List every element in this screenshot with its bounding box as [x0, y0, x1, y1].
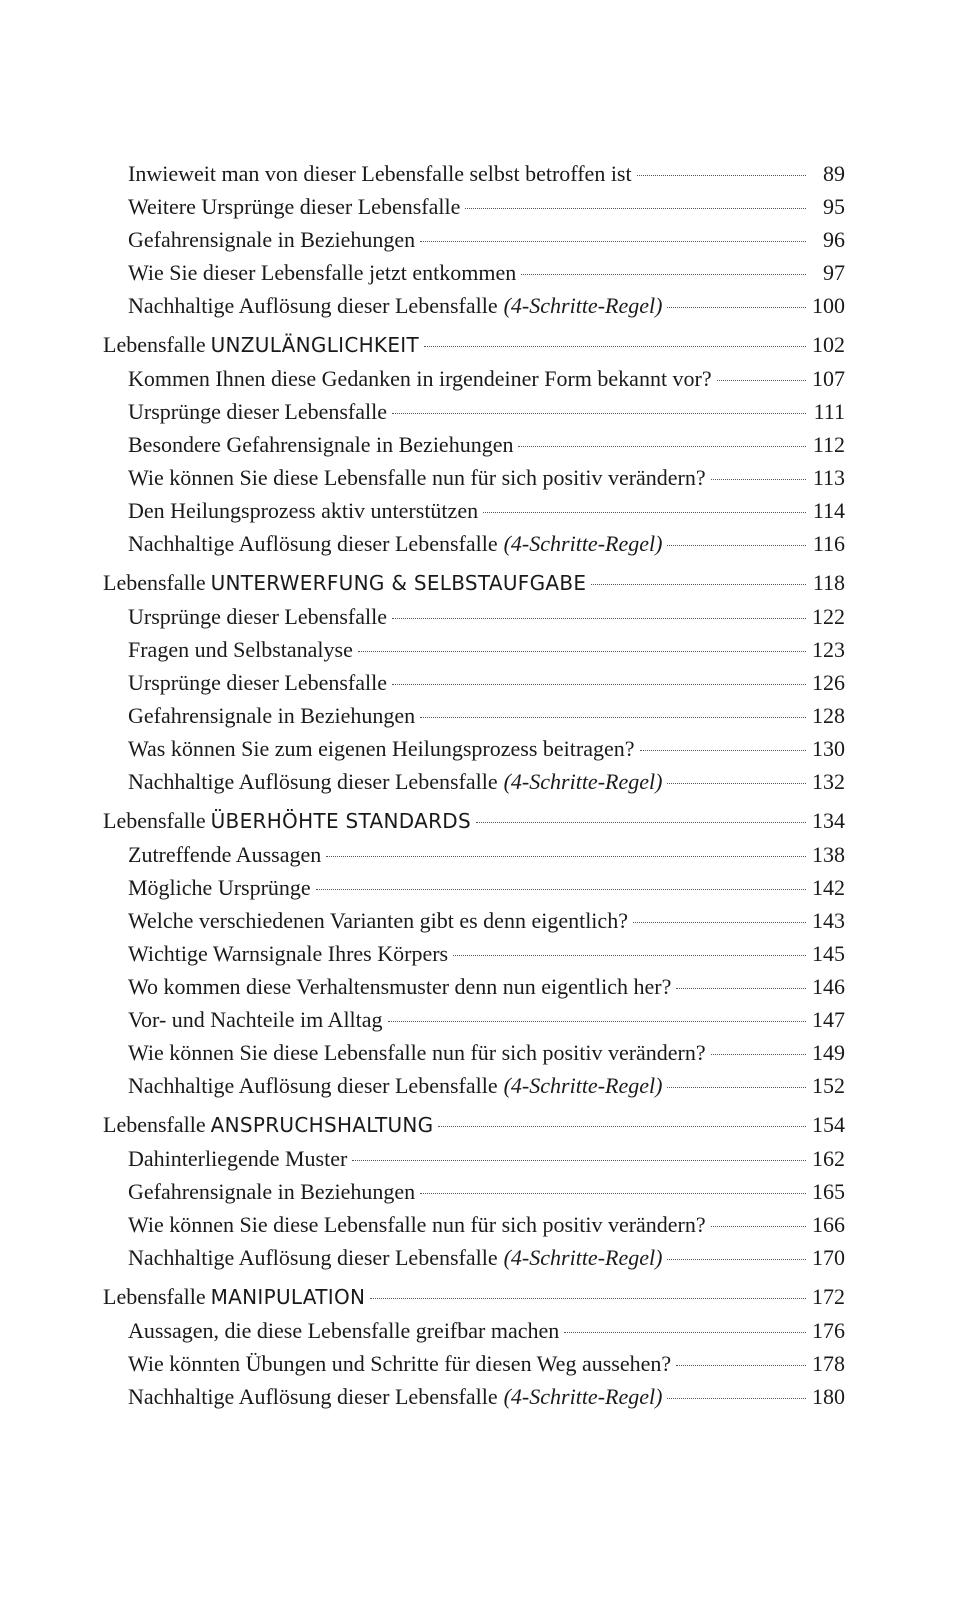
entry-title: Welche verschiedenen Varianten gibt es denn eigentlich? [128, 908, 628, 933]
page-number: 162 [812, 1146, 845, 1171]
toc-chapter [103, 328, 845, 560]
toc-entry[interactable] [103, 527, 845, 560]
entry-title-text: Nachhaltige Auflösung dieser Lebensfalle [128, 293, 498, 318]
page-number: 138 [812, 842, 845, 867]
page-number: 134 [812, 808, 845, 833]
page-number: 176 [812, 1318, 845, 1343]
entry-title-text: Nachhaltige Auflösung dieser Lebensfalle [128, 1073, 498, 1098]
dot-leader [564, 1332, 806, 1333]
toc-entry[interactable] [103, 428, 845, 461]
dot-leader [424, 346, 806, 347]
toc-entry[interactable] [103, 157, 845, 190]
chapter-title [103, 566, 586, 600]
chapter-heading[interactable] [103, 804, 845, 838]
dot-leader [392, 413, 806, 414]
chapter-name: UNZULÄNGLICHKEIT [210, 333, 420, 357]
dot-leader [316, 889, 806, 890]
page-number: 126 [812, 670, 845, 695]
dot-leader [352, 1160, 806, 1161]
entry-title: Gefahrensignale in Beziehungen [128, 1179, 416, 1204]
chapter-heading[interactable] [103, 1280, 845, 1314]
entry-title: Wie Sie dieser Lebensfalle jetzt entkommen [128, 260, 517, 285]
dot-leader [711, 1226, 806, 1227]
toc-entry[interactable] [103, 494, 845, 527]
chapter-prefix: Lebensfalle [103, 1284, 206, 1309]
entry-title-italic: (4-Schritte-Regel) [503, 1245, 663, 1270]
toc-entry[interactable] [103, 666, 845, 699]
dot-leader [388, 1021, 806, 1022]
dot-leader [667, 1398, 806, 1399]
dot-leader [667, 545, 806, 546]
entry-title: Wo kommen diese Verhaltensmuster denn nun eigentlich her? [128, 974, 672, 999]
entry-title-italic: (4-Schritte-Regel) [503, 769, 663, 794]
page-number: 154 [812, 1112, 845, 1137]
toc-entry[interactable] [103, 838, 845, 871]
entry-title: Wie können Sie diese Lebensfalle nun für sich positiv verändern? [128, 1040, 706, 1065]
toc-entry[interactable] [103, 1036, 845, 1069]
page-number: 89 [823, 161, 845, 186]
page-number: 118 [812, 570, 845, 595]
chapter-prefix: Lebensfalle [103, 570, 206, 595]
toc-entry[interactable] [103, 1241, 845, 1274]
toc-chapter [103, 804, 845, 1102]
chapter-heading[interactable] [103, 566, 845, 600]
entry-title: Kommen Ihnen diese Gedanken in irgendeiner Form bekannt vor? [128, 366, 712, 391]
page-number: 96 [823, 227, 845, 252]
toc-entry[interactable] [103, 362, 845, 395]
chapter-name: ANSPRUCHSHALTUNG [210, 1113, 434, 1137]
dot-leader [518, 446, 806, 447]
dot-leader [717, 380, 806, 381]
toc-chapter [103, 1280, 845, 1413]
page-number: 100 [812, 293, 845, 318]
page-number: 152 [812, 1073, 845, 1098]
entry-title-italic: (4-Schritte-Regel) [503, 1073, 663, 1098]
dot-leader [370, 1298, 806, 1299]
toc-entry[interactable] [103, 904, 845, 937]
chapter-name: UNTERWERFUNG & SELBSTAUFGABE [210, 571, 587, 595]
toc-entry[interactable] [103, 600, 845, 633]
chapter-title [103, 1280, 365, 1314]
dot-leader [392, 618, 806, 619]
toc-entry[interactable] [103, 633, 845, 666]
entry-title [128, 527, 662, 560]
page-number: 122 [812, 604, 845, 629]
entry-title: Inwieweit man von dieser Lebensfalle selbst betroffen ist [128, 161, 632, 186]
dot-leader [392, 684, 806, 685]
dot-leader [420, 241, 806, 242]
page-number: 166 [812, 1212, 845, 1237]
toc-intro-group [103, 157, 845, 322]
dot-leader [420, 1193, 806, 1194]
entry-title-text: Nachhaltige Auflösung dieser Lebensfalle [128, 531, 498, 556]
dot-leader [667, 1259, 806, 1260]
entry-title: Gefahrensignale in Beziehungen [128, 703, 416, 728]
chapter-prefix: Lebensfalle [103, 808, 206, 833]
page-number: 172 [812, 1284, 845, 1309]
page-number: 113 [812, 465, 845, 490]
entry-title: Ursprünge dieser Lebensfalle [128, 399, 388, 424]
toc-entry[interactable] [103, 1314, 845, 1347]
page-number: 128 [812, 703, 845, 728]
toc-entry[interactable] [103, 970, 845, 1003]
dot-leader [667, 307, 806, 308]
page-number: 149 [812, 1040, 845, 1065]
page-number: 95 [823, 194, 845, 219]
dot-leader [326, 856, 806, 857]
entry-title-italic: (4-Schritte-Regel) [503, 293, 663, 318]
page-number: 116 [812, 531, 845, 556]
entry-title: Wie könnten Übungen und Schritte für diesen Weg aussehen? [128, 1351, 672, 1376]
page-number: 170 [812, 1245, 845, 1270]
entry-title: Wie können Sie diese Lebensfalle nun für sich positiv verändern? [128, 1212, 706, 1237]
toc-entry[interactable] [103, 937, 845, 970]
dot-leader [667, 783, 806, 784]
dot-leader [476, 822, 806, 823]
chapter-name: ÜBERHÖHTE STANDARDS [210, 809, 471, 833]
toc-entry[interactable] [103, 190, 845, 223]
page-number: 146 [812, 974, 845, 999]
chapter-title [103, 328, 419, 362]
page-number: 107 [812, 366, 845, 391]
page-number: 142 [812, 875, 845, 900]
entry-title [128, 1380, 662, 1413]
page-number: 178 [812, 1351, 845, 1376]
entry-title-text: Nachhaltige Auflösung dieser Lebensfalle [128, 769, 498, 794]
chapter-title [103, 1108, 433, 1142]
page-number: 123 [812, 637, 845, 662]
toc-entry[interactable] [103, 871, 845, 904]
page-number: 143 [812, 908, 845, 933]
toc-entry[interactable] [103, 1347, 845, 1380]
page-number: 132 [812, 769, 845, 794]
page-number: 180 [812, 1384, 845, 1409]
dot-leader [453, 955, 806, 956]
page-number: 112 [812, 432, 845, 457]
toc-entry[interactable] [103, 461, 845, 494]
dot-leader [591, 584, 806, 585]
entry-title-italic: (4-Schritte-Regel) [503, 1384, 663, 1409]
chapter-heading[interactable] [103, 328, 845, 362]
page-number: 102 [812, 332, 845, 357]
entry-title [128, 289, 662, 322]
entry-title-text: Nachhaltige Auflösung dieser Lebensfalle [128, 1384, 498, 1409]
page-number: 145 [812, 941, 845, 966]
entry-title: Ursprünge dieser Lebensfalle [128, 670, 388, 695]
dot-leader [640, 750, 806, 751]
entry-title: Fragen und Selbstanalyse [128, 637, 353, 662]
toc-entry[interactable] [103, 1142, 845, 1175]
entry-title-text: Nachhaltige Auflösung dieser Lebensfalle [128, 1245, 498, 1270]
chapter-heading[interactable] [103, 1108, 845, 1142]
chapter-title [103, 804, 471, 838]
entry-title: Wie können Sie diese Lebensfalle nun für sich positiv verändern? [128, 465, 706, 490]
entry-title: Den Heilungsprozess aktiv unterstützen [128, 498, 479, 523]
dot-leader [637, 175, 806, 176]
dot-leader [465, 208, 806, 209]
entry-title-italic: (4-Schritte-Regel) [503, 531, 663, 556]
dot-leader [676, 1365, 806, 1366]
page-number: 130 [812, 736, 845, 761]
table-of-contents [103, 157, 845, 1413]
entry-title: Besondere Gefahrensignale in Beziehungen [128, 432, 514, 457]
dot-leader [483, 512, 806, 513]
entry-title: Zutreffende Aussagen [128, 842, 322, 867]
toc-chapter [103, 1108, 845, 1274]
entry-title: Weitere Ursprünge dieser Lebensfalle [128, 194, 461, 219]
toc-entry[interactable] [103, 1069, 845, 1102]
chapter-prefix: Lebensfalle [103, 1112, 206, 1137]
entry-title: Gefahrensignale in Beziehungen [128, 227, 416, 252]
toc-entry[interactable] [103, 223, 845, 256]
toc-entry[interactable] [103, 395, 845, 428]
chapter-name: MANIPULATION [210, 1285, 366, 1309]
dot-leader [438, 1126, 806, 1127]
entry-title [128, 765, 662, 798]
toc-chapter [103, 566, 845, 798]
entry-title: Dahinterliegende Muster [128, 1146, 348, 1171]
toc-entry[interactable] [103, 1208, 845, 1241]
toc-entry[interactable] [103, 699, 845, 732]
entry-title: Mögliche Ursprünge [128, 875, 311, 900]
toc-entry[interactable] [103, 1003, 845, 1036]
entry-title [128, 1069, 662, 1102]
page-number: 147 [812, 1007, 845, 1032]
toc-entry[interactable] [103, 765, 845, 798]
dot-leader [420, 717, 806, 718]
entry-title: Wichtige Warnsignale Ihres Körpers [128, 941, 449, 966]
entry-title: Vor- und Nachteile im Alltag [128, 1007, 383, 1032]
toc-entry[interactable] [103, 1380, 845, 1413]
entry-title [128, 1241, 662, 1274]
toc-entry[interactable] [103, 1175, 845, 1208]
page-number: 165 [812, 1179, 845, 1204]
dot-leader [667, 1087, 806, 1088]
toc-entry[interactable] [103, 289, 845, 322]
dot-leader [633, 922, 806, 923]
dot-leader [711, 1054, 806, 1055]
entry-title: Aussagen, die diese Lebensfalle greifbar machen [128, 1318, 560, 1343]
toc-entry[interactable] [103, 256, 845, 289]
page-number: 97 [823, 260, 845, 285]
dot-leader [711, 479, 806, 480]
entry-title: Ursprünge dieser Lebensfalle [128, 604, 388, 629]
dot-leader [521, 274, 806, 275]
page-number: 114 [812, 498, 845, 523]
chapter-prefix: Lebensfalle [103, 332, 206, 357]
page-number: 111 [813, 399, 845, 424]
dot-leader [676, 988, 806, 989]
dot-leader [358, 651, 806, 652]
entry-title: Was können Sie zum eigenen Heilungsprozess beitragen? [128, 736, 635, 761]
toc-entry[interactable] [103, 732, 845, 765]
